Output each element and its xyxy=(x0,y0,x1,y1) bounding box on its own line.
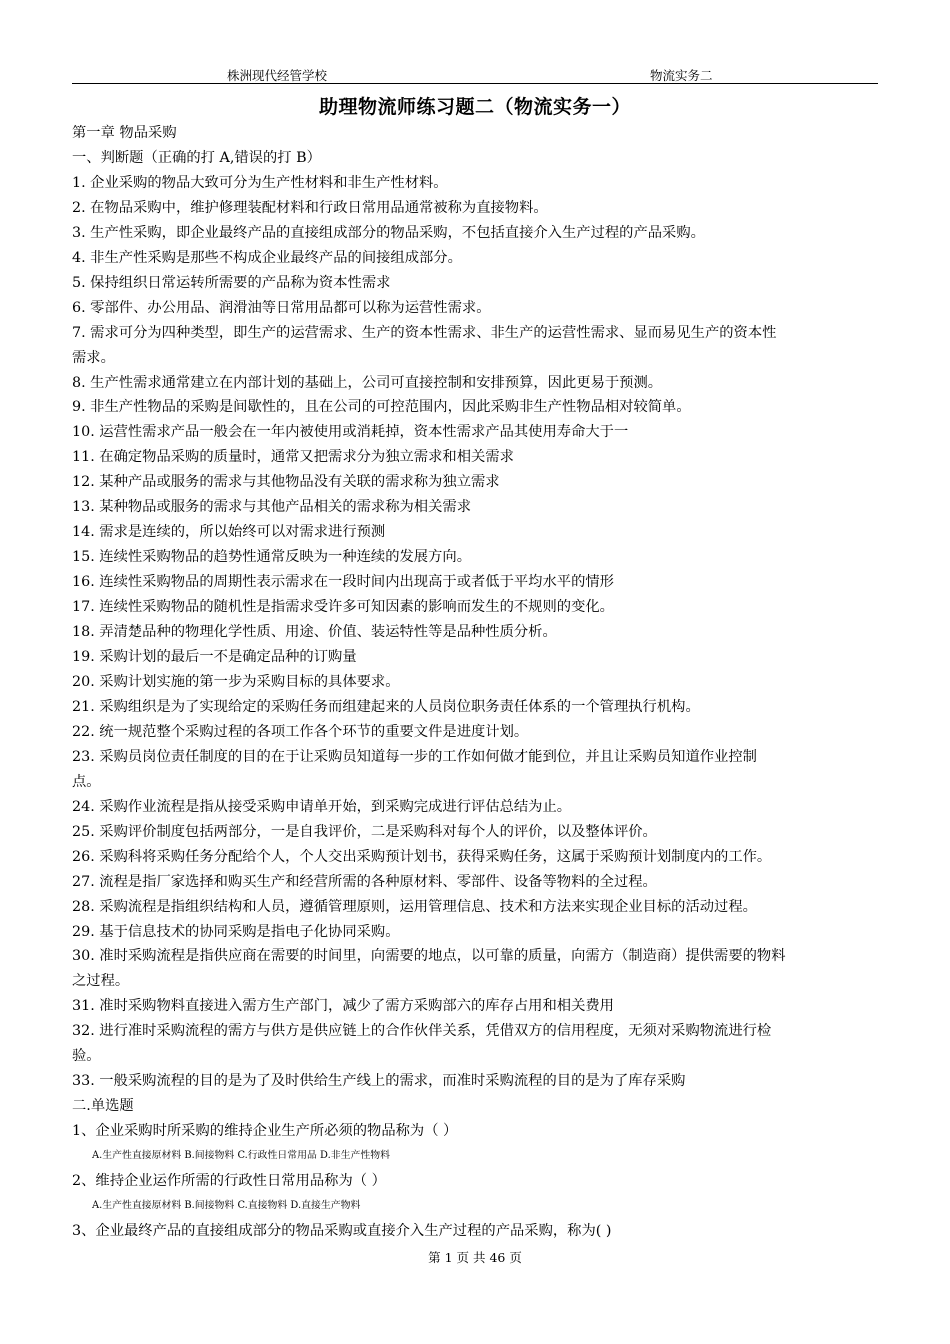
text-line: 31. 准时采购物料直接进入需方生产部门，减少了需方采购部六的库存占用和相关费用 xyxy=(72,998,614,1015)
text-line: 28. 采购流程是指组织结构和人员，遵循管理原则，运用管理信息、技术和方法来实现企业目标的活动过程。 xyxy=(72,898,757,915)
text-line: 18. 弄清楚品种的物理化学性质、用途、价值、装运特性等是品种性质分析。 xyxy=(72,624,557,641)
text-line: 8. 生产性需求通常建立在内部计划的基础上，公司可直接控制和安排预算，因此更易于预测。 xyxy=(72,374,663,391)
text-line: 1、企业采购时所采购的维持企业生产所必须的物品称为（ ） xyxy=(72,1123,458,1140)
text-line: 32. 进行准时采购流程的需方与供方是供应链上的合作伙伴关系，凭借双方的信用程度，无须对采购物流进行检 xyxy=(72,1023,772,1040)
header-school: 株洲现代经管学校 xyxy=(227,68,328,83)
text-line: 19. 采购计划的最后一不是确定品种的订购量 xyxy=(72,649,357,666)
answer-options: A.生产性直接原材料 B.间接物料 C.行政性日常用品 D.非生产性物料 xyxy=(92,1150,391,1162)
text-line: 13. 某种物品或服务的需求与其他产品相关的需求称为相关需求 xyxy=(72,499,471,516)
text-line: 5. 保持组织日常运转所需要的产品称为资本性需求 xyxy=(72,274,391,291)
text-line: 23. 采购员岗位责任制度的目的在于让采购员知道每一步的工作如何做才能到位，并且让采购员知道作业控制 xyxy=(72,748,757,765)
page-header xyxy=(72,66,878,84)
text-line: 验。 xyxy=(72,1048,101,1065)
text-line: 点。 xyxy=(72,773,101,790)
text-line: 1. 企业采购的物品大致可分为生产性材料和非生产性材料。 xyxy=(72,174,448,191)
text-line: 24. 采购作业流程是指从接受采购申请单开始，到采购完成进行评估总结为止。 xyxy=(72,798,572,815)
text-line: 10. 运营性需求产品一般会在一年内被使用或消耗掉，资本性需求产品其使用寿命大于一 xyxy=(72,424,629,441)
answer-options: A.生产性直接原材料 B.间接物料 C.直接物料 D.直接生产物料 xyxy=(92,1199,361,1211)
text-line: 4. 非生产性采购是那些不构成企业最终产品的间接组成部分。 xyxy=(72,249,462,266)
text-line: 9. 非生产性物品的采购是间歇性的，且在公司的可控范围内，因此采购非生产性物品相对较简单。 xyxy=(72,399,691,416)
text-line: 6. 零部件、办公用品、润滑油等日常用品都可以称为运营性需求。 xyxy=(72,299,491,316)
text-line: 17. 连续性采购物品的随机性是指需求受许多可知因素的影响而发生的不规则的变化。 xyxy=(72,599,614,616)
text-line: 2、维持企业运作所需的行政性日常用品称为（ ） xyxy=(72,1173,386,1190)
text-line: 第一章 物品采购 xyxy=(72,125,177,141)
text-line: 30. 准时采购流程是指供应商在需要的时间里，向需要的地点，以可靠的质量，向需方（制造商）提供需要的物料 xyxy=(72,948,786,965)
text-line: 20. 采购计划实施的第一步为采购目标的具体要求。 xyxy=(72,673,400,690)
text-line: 需求。 xyxy=(72,349,115,366)
text-line: 27. 流程是指厂家选择和购买生产和经营所需的各种原材料、零部件、设备等物料的全过程。 xyxy=(72,873,657,890)
text-line: 3. 生产性采购，即企业最终产品的直接组成部分的物品采购，不包括直接介入生产过程的产品采购。 xyxy=(72,224,705,241)
text-line: 15. 连续性采购物品的趋势性通常反映为一种连续的发展方向。 xyxy=(72,549,471,566)
text-line: 11. 在确定物品采购的质量时，通常又把需求分为独立需求和相关需求 xyxy=(72,449,514,466)
document-title: 助理物流师练习题二（物流实务一） xyxy=(318,96,631,118)
document-body xyxy=(72,121,880,1244)
text-line: 2. 在物品采购中，维护修理装配材料和行政日常用品通常被称为直接物料。 xyxy=(72,199,548,216)
page-footer: 第 1 页 共 46 页 xyxy=(428,1250,522,1265)
text-line: 7. 需求可分为四种类型，即生产的运营需求、生产的资本性需求、非生产的运营性需求、显而易见生产的资本性 xyxy=(72,324,777,341)
text-line: 之过程。 xyxy=(72,973,130,990)
text-line: 16. 连续性采购物品的周期性表示需求在一段时间内出现高于或者低于平均水平的情形 xyxy=(72,574,614,591)
text-line: 一、判断题（正确的打 A,错误的打 B） xyxy=(72,149,321,166)
text-line: 25. 采购评价制度包括两部分，一是自我评价，二是采购科对每个人的评价，以及整体评价。 xyxy=(72,823,657,840)
text-line: 14. 需求是连续的，所以始终可以对需求进行预测 xyxy=(72,524,386,541)
text-line: 21. 采购组织是为了实现给定的采购任务而组建起来的人员岗位职务责任体系的一个管理执行机构。 xyxy=(72,698,700,715)
text-line: 二.单选题 xyxy=(72,1098,134,1115)
header-course: 物流实务二 xyxy=(650,68,713,83)
text-line: 33. 一般采购流程的目的是为了及时供给生产线上的需求，而准时采购流程的目的是为了库存采购 xyxy=(72,1073,686,1090)
text-line: 12. 某种产品或服务的需求与其他物品没有关联的需求称为独立需求 xyxy=(72,474,500,491)
text-line: 29. 基于信息技术的协同采购是指电子化协同采购。 xyxy=(72,923,400,940)
text-line: 26. 采购科将采购任务分配给个人，个人交出采购预计划书，获得采购任务，这属于采购预计划制度内的工作。 xyxy=(72,848,772,865)
text-line: 3、企业最终产品的直接组成部分的物品采购或直接介入生产过程的产品采购，称为( ) xyxy=(72,1222,612,1239)
text-line: 22. 统一规范整个采购过程的各项工作各个环节的重要文件是进度计划。 xyxy=(72,723,529,740)
